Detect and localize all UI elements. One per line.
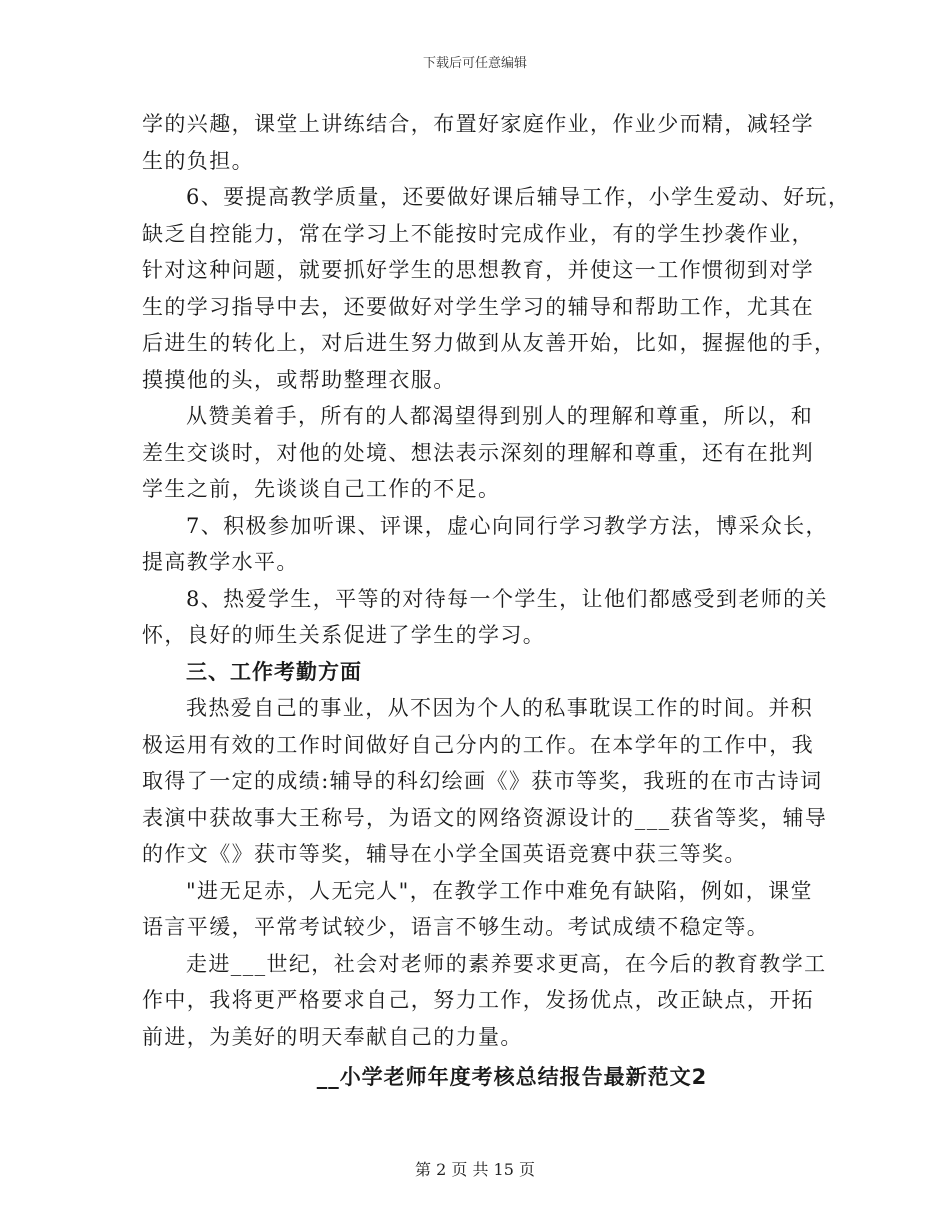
section-heading: 三、工作考勤方面	[186, 659, 362, 684]
body-line: 生的负担。	[142, 148, 254, 173]
body-line: 针对这种问题，就要抓好学生的思想教育，并使这一工作惯彻到对学	[142, 258, 814, 282]
paragraph-item-7: 7、积极参加听课、评课，虚心向同行学习教学方法，博采众长，	[186, 513, 828, 538]
body-line: 表演中获故事大王称号，为语文的网络资源设计的___获省等奖，辅导	[142, 805, 828, 830]
body-line: 后进生的转化上，对后进生努力做到从友善开始，比如，握握他的手，	[142, 331, 837, 355]
body-line: 缺乏自控能力，常在学习上不能按时完成作业，有的学生抄袭作业，	[142, 221, 814, 246]
header-note: 下载后可任意编辑	[422, 56, 527, 71]
body-line: 作中，我将更严格要求自己，努力工作，发扬优点，改正缺点，开拓	[142, 988, 814, 1012]
document-title: __小学老师年度考核总结报告最新范文2	[316, 1065, 708, 1089]
paragraph-praise: 从赞美着手，所有的人都渴望得到别人的理解和尊重，所以，和	[186, 404, 814, 428]
body-line: 取得了一定的成绩:辅导的科幻绘画《》获市等奖，我班的在市古诗词	[142, 769, 823, 793]
page-number-footer: 第 2 页 共 15 页	[415, 1160, 535, 1179]
body-line: 的作文《》获市等奖，辅导在小学全国英语竞赛中获三等奖。	[142, 842, 747, 866]
body-line: 学生之前，先谈谈自己工作的不足。	[142, 477, 501, 501]
body-line: 提高教学水平。	[142, 550, 299, 574]
body-line: 前进，为美好的明天奉献自己的力量。	[142, 1024, 523, 1049]
body-line: 摸摸他的头，或帮助整理衣服。	[142, 367, 456, 392]
paragraph-shortcomings: "进无足赤，人无完人"，在教学工作中难免有缺陷，例如，课堂	[186, 878, 813, 903]
paragraph-item-6: 6、要提高教学质量，还要做好课后辅导工作，小学生爱动、好玩，	[186, 185, 851, 209]
body-line: 极运用有效的工作时间做好自己分内的工作。在本学年的工作中，我	[142, 732, 814, 757]
body-line: 差生交谈时，对他的处境、想法表示深刻的理解和尊重，还有在批判	[142, 440, 814, 465]
paragraph-attendance: 我热爱自己的事业，从不因为个人的私事耽误工作的时间。并积	[186, 696, 814, 720]
body-line: 学的兴趣，课堂上讲练结合，布置好家庭作业，作业少而精，减轻学	[142, 112, 814, 136]
paragraph-item-8: 8、热爱学生，平等的对待每一个学生，让他们都感受到老师的关	[186, 586, 828, 611]
body-line: 生的学习指导中去，还要做好对学生学习的辅导和帮助工作，尤其在	[142, 294, 814, 319]
paragraph-outlook: 走进___世纪，社会对老师的素养要求更高，在今后的教育教学工	[186, 951, 827, 976]
body-line: 怀，良好的师生关系促进了学生的学习。	[142, 623, 546, 647]
document-body	[142, 106, 851, 1095]
body-line: 语言平缓，平常考试较少，语言不够生动。考试成绩不稳定等。	[142, 915, 770, 939]
